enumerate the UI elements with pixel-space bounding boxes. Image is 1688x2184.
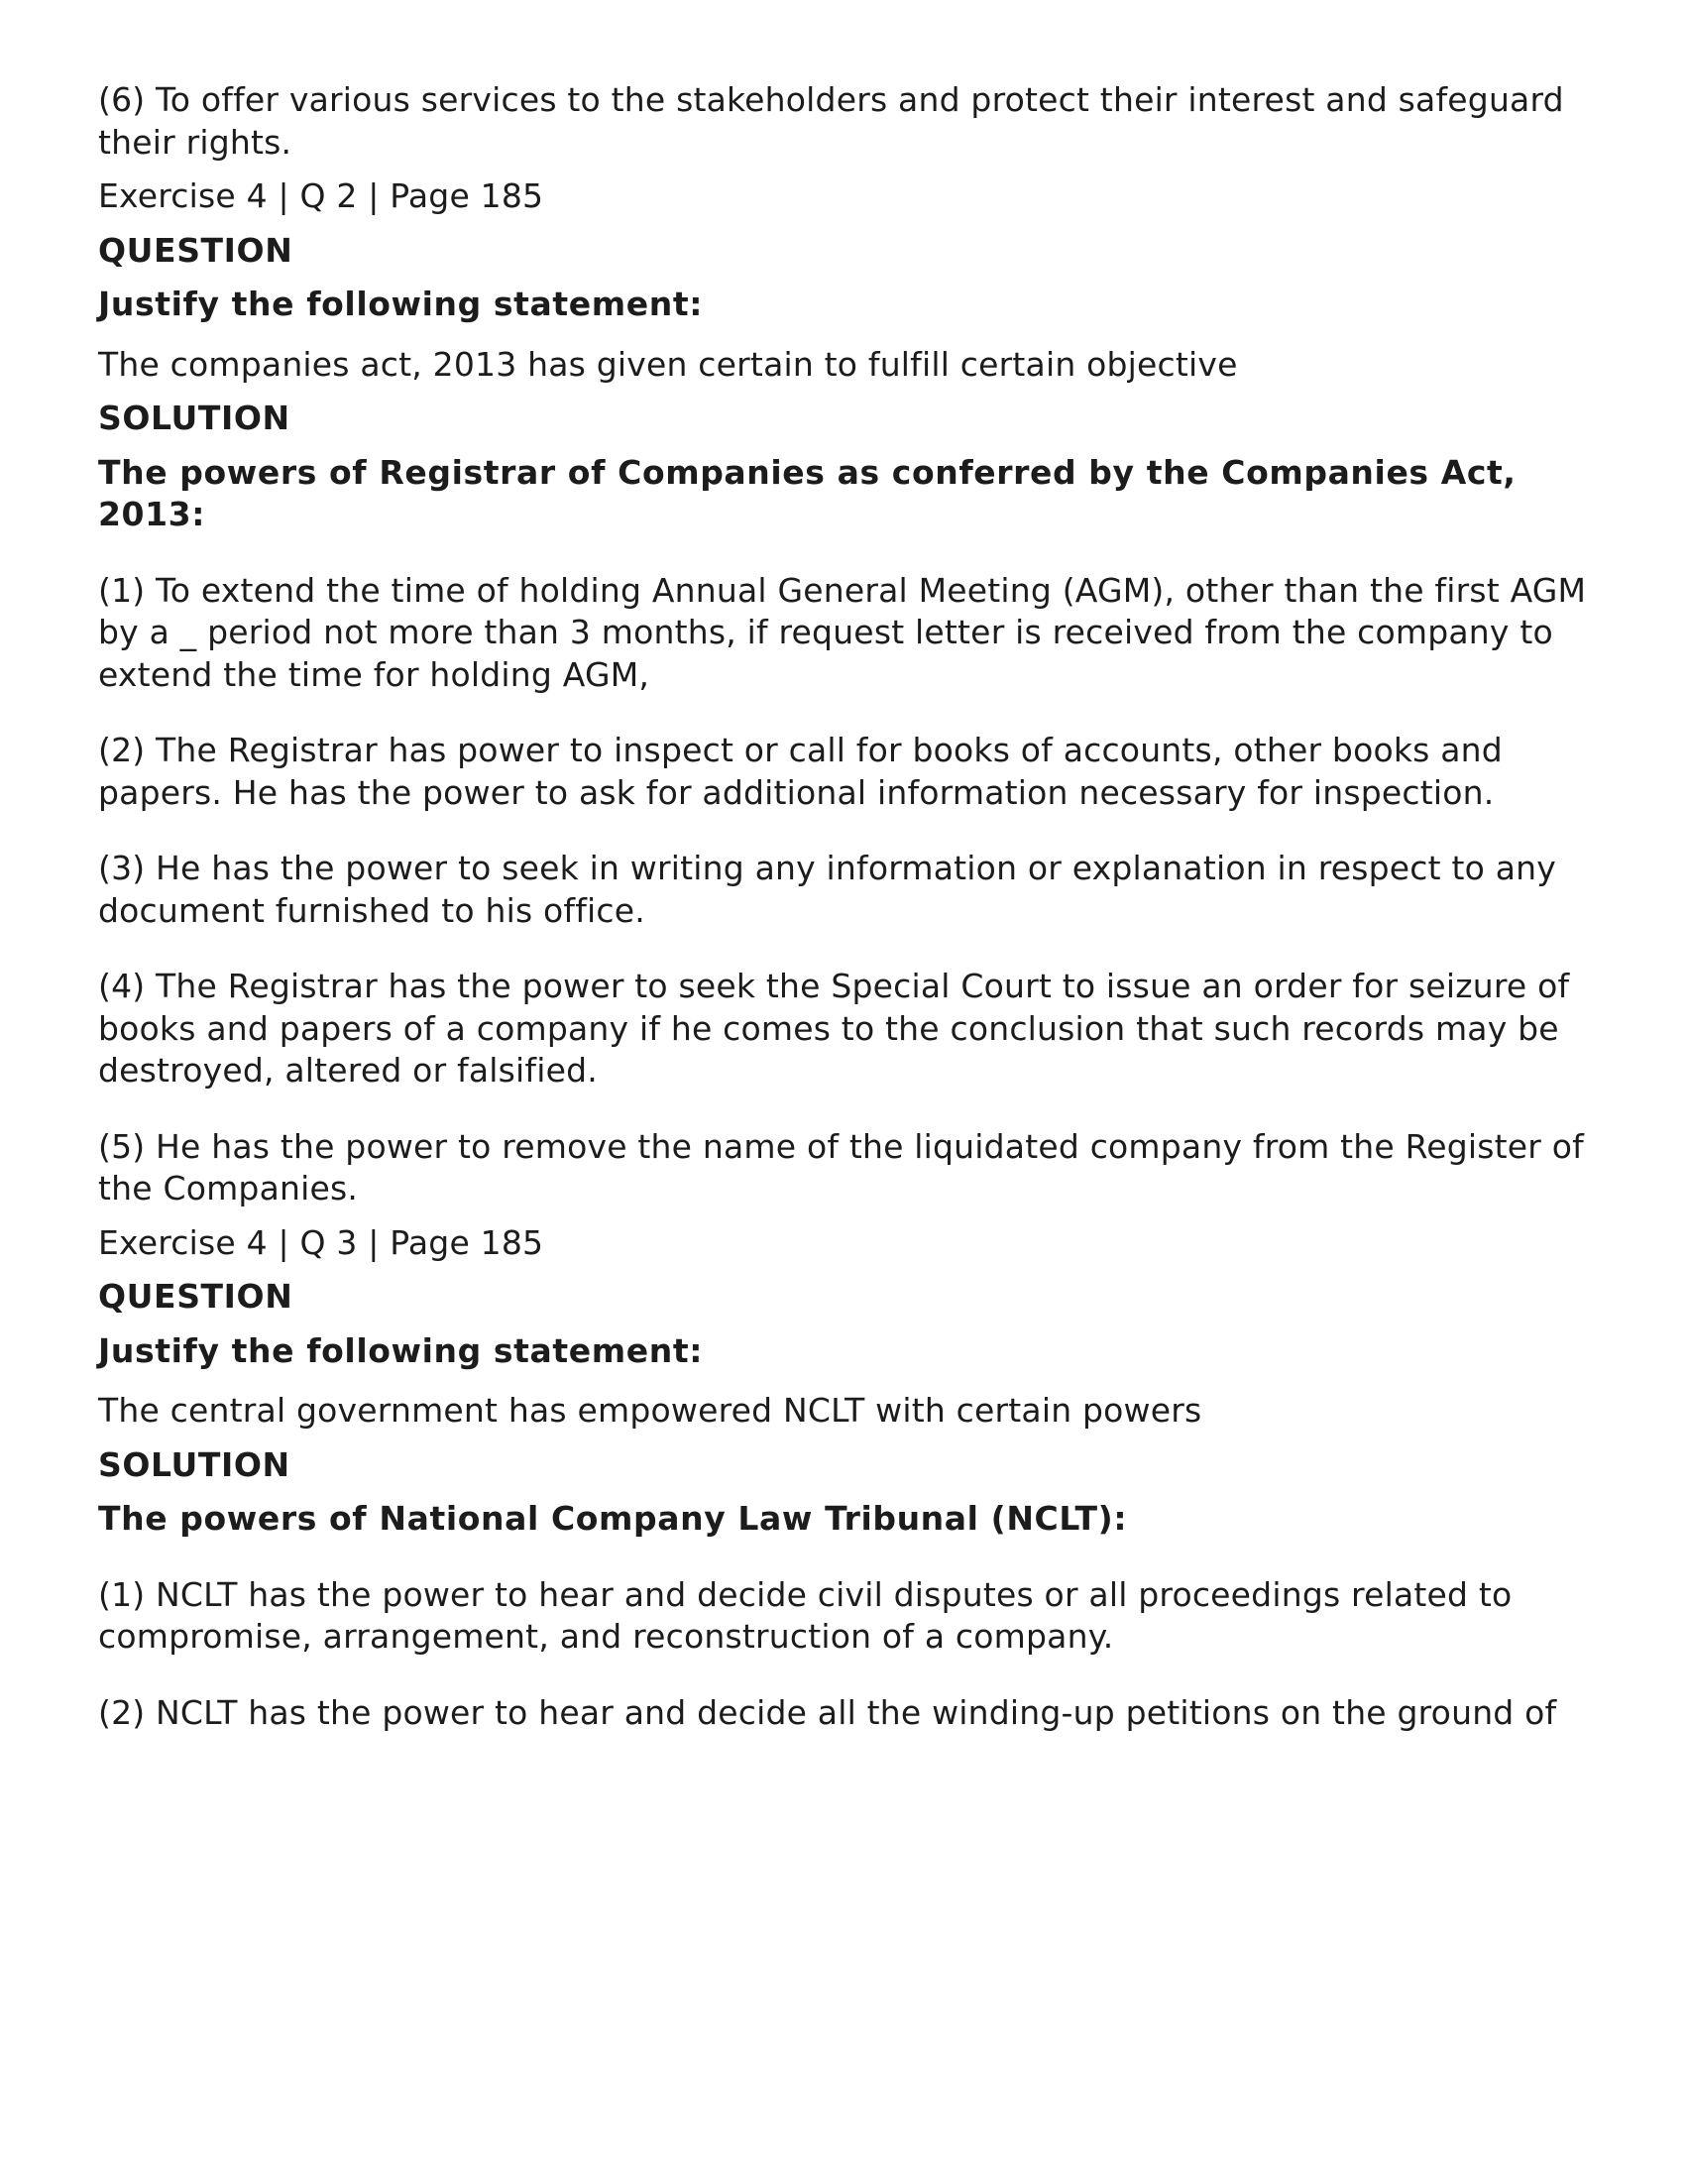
question-label-q2: QUESTION: [98, 230, 293, 270]
solution-label-q3: SOLUTION: [98, 1444, 290, 1484]
instruction-q3: Justify the following statement:: [98, 1330, 703, 1370]
solution-label-q2: SOLUTION: [98, 399, 290, 437]
question-label-q3: QUESTION: [98, 1277, 293, 1316]
paragraph-point-6: (6) To offer various services to the stakeholders and protect their interest and safeguard their rights.: [98, 80, 1564, 162]
list-item: (2) NCLT has the power to hear and decide all the winding-up petitions on the ground of: [98, 1692, 1557, 1732]
list-item: (2) The Registrar has power to inspect or call for books of accounts, other books and papers. He has the power to ask for additional information necessary for inspection.: [98, 731, 1503, 812]
exercise-reference-q2: Exercise 4 | Q 2 | Page 185: [98, 176, 544, 215]
exercise-reference-q3: Exercise 4 | Q 3 | Page 185: [98, 1222, 544, 1262]
document-page: [98, 79, 1605, 1734]
list-item: (1) To extend the time of holding Annual General Meeting (AGM), other than the first AGM by a _ period not more than 3 months, if request letter is received from the company to extend the time for holding AGM,: [98, 570, 1587, 694]
instruction-q2: Justify the following statement:: [98, 285, 703, 323]
list-item: (1) NCLT has the power to hear and decide civil disputes or all proceedings related to compromise, arrangement, and reconstruction of a company.: [98, 1574, 1513, 1656]
list-item: (4) The Registrar has the power to seek the Special Court to issue an order for seizure of books and papers of a company if he comes to the conclusion that such records may be destroyed, altered or falsified.: [98, 967, 1570, 1090]
solution-heading-q3: The powers of National Company Law Tribunal (NCLT):: [98, 1499, 1128, 1538]
solution-heading-q2: The powers of Registrar of Companies as conferred by the Companies Act, 2013:: [98, 452, 1517, 533]
list-item: (3) He has the power to seek in writing any information or explanation in respect to any document furnished to his office.: [98, 849, 1556, 930]
statement-q2: The companies act, 2013 has given certain to fulfill certain objective: [98, 344, 1238, 384]
list-item: (5) He has the power to remove the name of the liquidated company from the Register of the Companies.: [98, 1126, 1584, 1207]
statement-q3: The central government has empowered NCLT with certain powers: [98, 1391, 1202, 1430]
